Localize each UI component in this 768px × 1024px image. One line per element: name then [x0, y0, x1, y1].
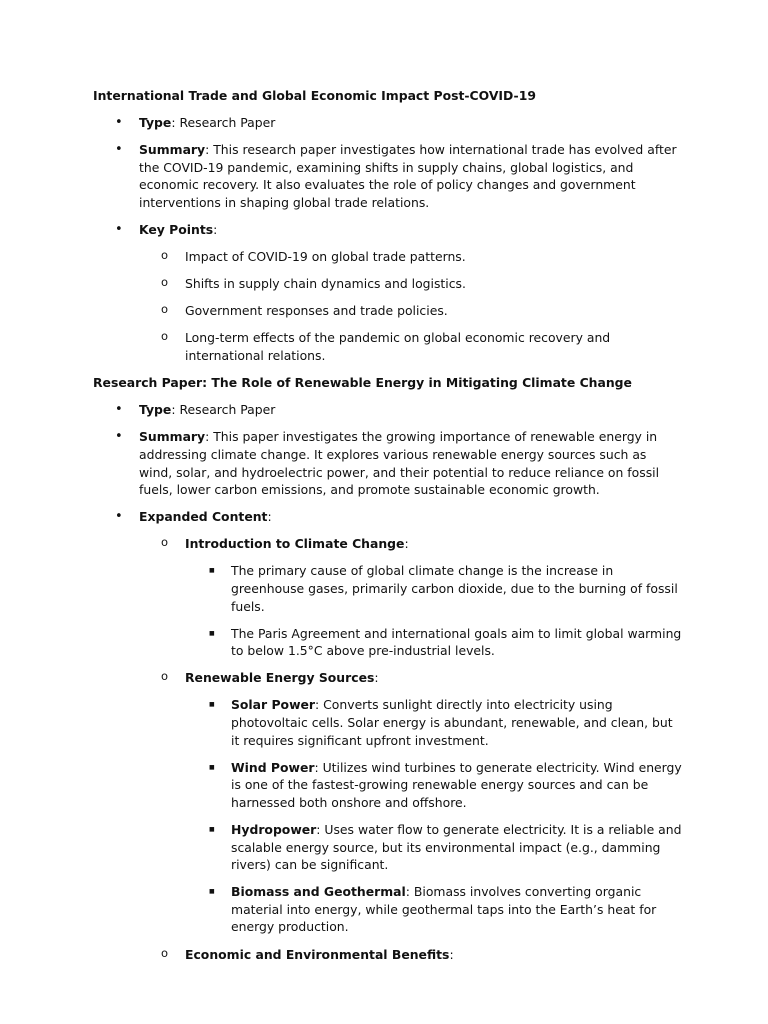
benefits-colon: : — [449, 946, 454, 962]
intro-list — [185, 562, 683, 659]
summary-label: Summary — [139, 429, 206, 445]
summary-label: Summary — [139, 142, 206, 158]
summary-item — [93, 428, 683, 498]
summary-text: : This paper investigates the growing importance of renewable energy in addressing climate change. It explores various renewable energy sources such as wind, solar, and hydroelectric power, and their potential to reduce reliance on fossil fuels, lower carbon emissions, and promote sustainable economic growth. — [139, 429, 660, 498]
source-label: Biomass and Geothermal — [231, 884, 406, 900]
type-item — [93, 114, 683, 132]
intro-point: ■ The primary cause of global climate change is the increase in greenhouse gases, primarily carbon dioxide, due to the burning of fossil fuels. — [185, 562, 683, 615]
section-heading: International Trade and Global Economic Impact Post-COVID-19 — [93, 88, 536, 103]
summary-text: : This research paper investigates how international trade has evolved after the COVID-19 pandemic, examining shifts in supply chains, global logistics, and economic recovery. It also evaluates the role of policy changes and government interventions in shaping global trade relations. — [139, 142, 677, 210]
intro-colon: : — [404, 536, 409, 552]
section-list — [93, 114, 683, 365]
source-text: : Utilizes wind turbines to generate electricity. Wind energy is one of the fastest-growing renewable energy sources and can be harnessed both onshore and offshore. — [231, 759, 682, 810]
benefits-label: Economic and Environmental Benefits — [185, 946, 450, 962]
key-points-list — [139, 248, 683, 364]
intro-label: Introduction to Climate Change — [185, 536, 405, 552]
key-points-label: Key Points — [139, 222, 214, 238]
key-point: o Long-term effects of the pandemic on global economic recovery and international relations. — [139, 329, 683, 364]
intro-point: ■ The Paris Agreement and international goals aim to limit global warming to below 1.5°C above pre-industrial levels. — [185, 625, 683, 660]
sources-label: Renewable Energy Sources — [185, 670, 375, 686]
type-item — [93, 401, 683, 419]
type-label: Type — [139, 115, 172, 131]
benefits-item — [139, 946, 683, 964]
expanded-content-colon: : — [267, 509, 272, 525]
type-label: Type — [139, 402, 172, 418]
type-value: : Research Paper — [171, 115, 276, 131]
key-point: o Impact of COVID-19 on global trade patterns. — [139, 248, 683, 266]
key-point: o Shifts in supply chain dynamics and logistics. — [139, 275, 683, 293]
source-item-solar — [185, 696, 683, 749]
source-item-wind — [185, 759, 683, 812]
key-point: o Government responses and trade policies. — [139, 302, 683, 320]
intro-climate-change-item — [139, 535, 683, 660]
key-points-item — [93, 221, 683, 365]
section-heading: Research Paper: The Role of Renewable Energy in Mitigating Climate Change — [93, 375, 632, 391]
source-item-hydro — [185, 821, 683, 874]
source-label: Hydropower — [231, 822, 317, 837]
source-label: Wind Power — [231, 759, 315, 775]
source-item-biomass-geothermal — [185, 883, 683, 936]
renewable-sources-item — [139, 669, 683, 936]
source-text: : Uses water flow to generate electricity. It is a reliable and scalable energy source, but its environmental impact (e.g., damming rivers) can be significant. — [231, 822, 682, 873]
source-label: Solar Power — [231, 697, 316, 713]
type-value: : Research Paper — [171, 402, 276, 418]
expanded-content-label: Expanded Content — [139, 509, 268, 525]
section-list — [93, 401, 683, 963]
key-points-colon: : — [213, 222, 218, 238]
expanded-content-item — [93, 508, 683, 963]
document-body — [93, 87, 683, 963]
source-text: : Biomass involves converting organic material into energy, while geothermal taps into the Earth’s heat for energy production. — [231, 884, 657, 935]
sources-colon: : — [374, 670, 379, 686]
summary-item — [93, 141, 683, 211]
sources-list — [185, 696, 683, 936]
source-text: : Converts sunlight directly into electricity using photovoltaic cells. Solar energy is abundant, renewable, and clean, but it requires significant upfront investment. — [231, 697, 673, 748]
expanded-content-list — [139, 535, 683, 963]
